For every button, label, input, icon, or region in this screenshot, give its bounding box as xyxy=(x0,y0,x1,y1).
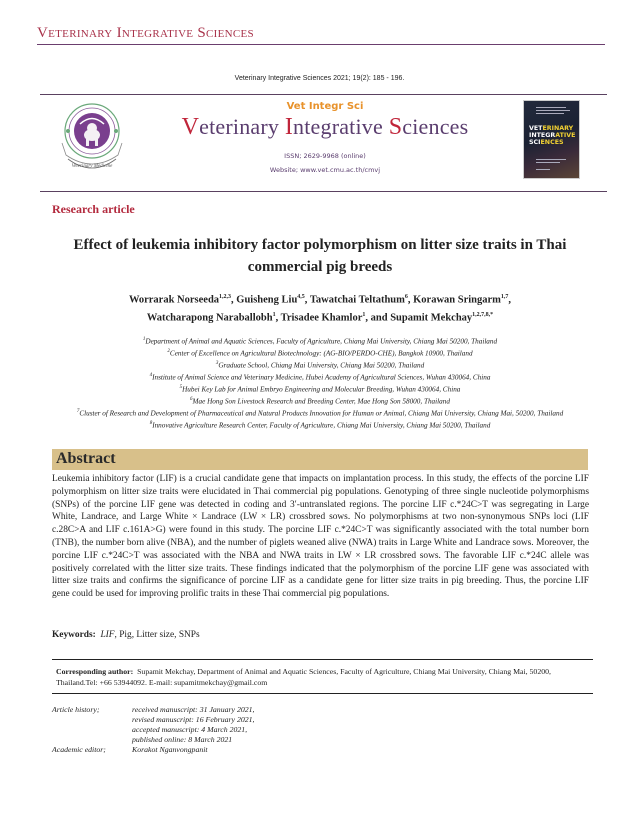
affiliation: $^7$Cluster of Research and Development of Pharmaceutical and Natural Products Innovation for Human or Animal, Chiang Mai University, Chiang Mai, 50200, Thailand xyxy=(76,408,564,418)
affiliation-list xyxy=(60,335,580,431)
svg-text:Veterinary Medicine: Veterinary Medicine xyxy=(71,164,113,169)
affiliation: $^5$Hubei Key Lab for Animal Embryo Engineering and Molecular Breeding, Wuhan 430064, China xyxy=(179,384,461,394)
journal-title: Veterinary Integrative Sciences xyxy=(181,114,469,140)
author-list: Worrarak Norseeda$^{1,2,3}$, Guisheng Liu$^{4,5}$, Tawatchai Teltathum$^6$, Korawan Sringarm$^{1,7}$, Watcharapong Naraballobh$^1$, Trisadee Khamlor$^1$, and Supamit Mekchay$^{1,2,7,8,*}$ xyxy=(128,294,512,323)
abstract-body: Leukemia inhibitory factor (LIF) is a crucial candidate gene that impacts on implantation process. In this study, the effects of the porcine LIF polymorphism on litter size traits were elucidated in Thai commercial pig populations. Genotyping of three single nucleotide polymorphisms (SNPs) of the porcine LIF gene was detected in coding and 3′-untranslated regions. The porcine LIF c.*24C>T was segregating in Large White, Landrace, and Large White × Landrace (LW × LR) crossbred sows. No polymorphisms at two non-synonymous SNPs loci (LIF c.28C>A and LIF c.161A>G) were found in this study. The porcine LIF c.*24C>T was significantly associated with the total number born (TNB), the number born alive (NBA), and the number of piglets weaned alive (NWA) traits in Large White and Landrace sows. Moreover, the porcine LIF c.*24C>T was associated with the NBA and NWA traits in LW × LR crossbred sows. The favorable LIF c.*24C allele was positively correlated with the litter size traits. These findings indicated that the polymorphism of the porcine LIF gene was associated with litter size traits and confirms the significance of porcine LIF as a candidate gene for litter size traits in pig breeding. Thus, the porcine LIF gene could be used for improving prolific traits in these Thai commercial pig populations. xyxy=(52,474,589,600)
keyword: Pig xyxy=(119,630,132,640)
history-entry: published online: 8 March 2021 xyxy=(132,735,233,744)
author: Guisheng Liu xyxy=(236,294,298,306)
article-type-label: Research article xyxy=(52,202,135,216)
editor-label: Academic editor; xyxy=(52,745,106,754)
history-entry: revised manuscript: 16 February 2021, xyxy=(132,715,255,724)
cover-title: VETERINARY INTEGRATIVE SCIENCES xyxy=(529,125,576,146)
keywords-label: Keywords: xyxy=(52,630,96,640)
corresponding-author-label: Corresponding author: xyxy=(56,667,134,676)
history-entry: received manuscript: 31 January 2021, xyxy=(132,705,255,714)
running-head-text: Veterinary Integrative Sciences xyxy=(37,25,254,41)
corresponding-author-details: Supamit Mekchay, Department of Animal and Aquatic Sciences, Faculty of Agriculture, Chiang Mai University, Chiang Mai, 50200, Thailand.Tel: +66 53944092. E-mail: supamitmekchay@gmail.com xyxy=(56,667,551,687)
keywords: Keywords: LIF, Pig, Litter size, SNPs xyxy=(52,630,200,640)
running-head xyxy=(37,24,605,45)
paper-title: Effect of leukemia inhibitory factor polymorphism on litter size traits in Thai commercial pig breeds xyxy=(73,237,567,275)
affiliation: $^8$Innovative Agriculture Research Center, Faculty of Agriculture, Chiang Mai University, Chiang Mai 50200, Thailand xyxy=(149,420,491,430)
abstract-heading: Abstract xyxy=(56,450,116,467)
academic-editor: Korakot Nganvongpanit xyxy=(132,745,208,754)
author: Supamit Mekchay xyxy=(390,312,473,323)
journal-abbreviation: Vet Integr Sci xyxy=(286,101,364,112)
affiliation: $^2$Center of Excellence on Agricultural Biotechnology: (AG-BIO/PERDO-CHE), Bangkok 10900, Thailand xyxy=(167,348,473,358)
journal-cover-image xyxy=(523,100,580,179)
university-seal-logo-icon xyxy=(60,101,124,179)
history-entry: accepted manuscript: 4 March 2021, xyxy=(132,725,248,734)
journal-masthead xyxy=(40,94,607,192)
history-label: Article history; xyxy=(52,705,100,714)
author: Tawatchai Teltathum xyxy=(309,294,405,306)
author: Korawan Sringarm xyxy=(413,294,501,306)
citation: Veterinary Integrative Sciences 2021; 19(2): 185 - 196. xyxy=(234,75,405,82)
article-history xyxy=(52,705,255,755)
abstract-heading-bar xyxy=(52,449,588,470)
masthead-center xyxy=(150,95,500,174)
affiliation: $^4$Institute of Animal Science and Veterinary Medicine, Hubei Academy of Agricultural Sciences, Wuhan 430064, China xyxy=(149,372,491,382)
keyword: LIF xyxy=(100,630,115,640)
author: Trisadee Khamlor xyxy=(280,312,363,323)
author: Worrarak Norseeda xyxy=(128,294,220,306)
keyword: SNPs xyxy=(178,630,200,640)
affiliation: $^6$Mae Hong Son Livestock Research and Breeding Center, Mae Hong Son 58000, Thailand xyxy=(190,396,450,406)
journal-website-link[interactable]: Website; www.vet.cmu.ac.th/cmvj xyxy=(269,166,381,174)
issn: ISSN; 2629-9968 (online) xyxy=(284,152,366,160)
corresponding-author-box xyxy=(52,659,593,694)
affiliation: $^3$Graduate School, Chiang Mai University, Chiang Mai 50200, Thailand xyxy=(215,360,425,370)
author: Watcharapong Naraballobh xyxy=(146,312,273,323)
keyword: Litter size xyxy=(136,630,175,640)
affiliation: $^1$Department of Animal and Aquatic Sciences, Faculty of Agriculture, Chiang Mai University, Chiang Mai 50200, Thailand xyxy=(142,337,498,346)
